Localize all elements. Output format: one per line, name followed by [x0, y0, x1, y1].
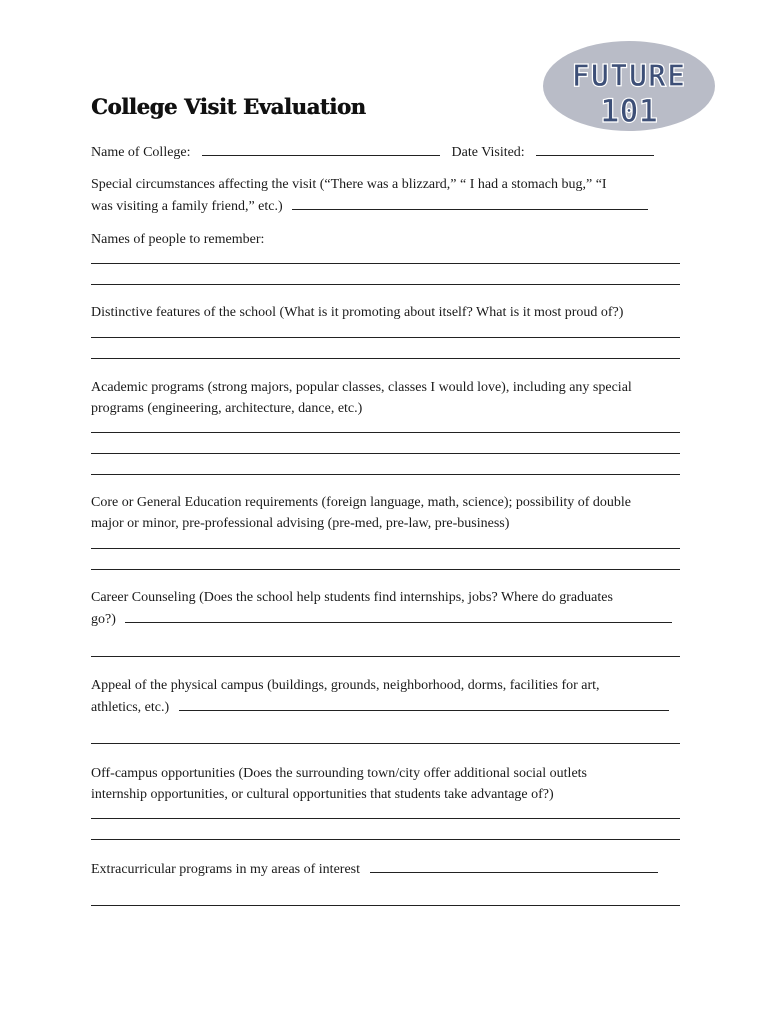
- logo-text-future: FUTURE: [571, 59, 687, 94]
- date-visited-label: Date Visited:: [451, 145, 525, 160]
- distinctive-features-label: Distinctive features of the school (What is it promoting about itself? What is it most proud of?): [91, 305, 624, 320]
- core-answer-line-2[interactable]: [91, 569, 680, 570]
- future-101-logo: [542, 40, 716, 132]
- names-answer-line-1[interactable]: [91, 263, 680, 264]
- page-title: College Visit Evaluation: [91, 94, 366, 119]
- core-requirements-line1: Core or General Education requirements (foreign language, math, science); possibility of double: [91, 495, 631, 510]
- extracurricular-answer-line-1[interactable]: [91, 905, 680, 906]
- campus-appeal-field[interactable]: [179, 696, 669, 711]
- career-counseling-line1: Career Counseling (Does the school help students find internships, jobs? Where do graduates: [91, 590, 613, 605]
- campus-appeal-line1: Appeal of the physical campus (buildings, grounds, neighborhood, dorms, facilities for art,: [91, 678, 600, 693]
- special-circumstances-label: was visiting a family friend,” etc.): [91, 199, 283, 214]
- college-date-row: [91, 141, 654, 163]
- names-to-remember-label: Names of people to remember:: [91, 232, 265, 247]
- off-campus-line2: internship opportunities, or cultural opportunities that students take advantage of?): [91, 787, 554, 802]
- off-campus-answer-line-1[interactable]: [91, 818, 680, 819]
- special-circumstances-field[interactable]: [292, 195, 648, 210]
- career-counseling-field[interactable]: [125, 608, 672, 623]
- academic-programs-line2: programs (engineering, architecture, dance, etc.): [91, 401, 363, 416]
- campus-appeal-line2: [91, 696, 669, 718]
- special-circumstances-line1: Special circumstances affecting the visit (“There was a blizzard,” “ I had a stomach bug,” “I: [91, 177, 607, 192]
- extracurricular-label: Extracurricular programs in my areas of interest: [91, 862, 361, 877]
- date-visited-field[interactable]: [536, 141, 654, 156]
- academic-answer-line-1[interactable]: [91, 432, 680, 433]
- core-requirements-line2: major or minor, pre-professional advising (pre-med, pre-law, pre-business): [91, 516, 510, 531]
- name-of-college-label: Name of College:: [91, 145, 191, 160]
- distinctive-answer-line-1[interactable]: [91, 337, 680, 338]
- core-answer-line-1[interactable]: [91, 548, 680, 549]
- academic-programs-line1: Academic programs (strong majors, popular classes, classes I would love), including any special: [91, 380, 632, 395]
- career-answer-line-1[interactable]: [91, 656, 680, 657]
- career-counseling-line2: [91, 608, 672, 630]
- distinctive-answer-line-2[interactable]: [91, 358, 680, 359]
- names-answer-line-2[interactable]: [91, 284, 680, 285]
- off-campus-line1: Off-campus opportunities (Does the surrounding town/city offer additional social outlets: [91, 766, 587, 781]
- extracurricular-field[interactable]: [370, 858, 658, 873]
- career-counseling-label: go?): [91, 612, 116, 627]
- name-of-college-field[interactable]: [202, 141, 440, 156]
- extracurricular-row: [91, 858, 658, 880]
- academic-answer-line-2[interactable]: [91, 453, 680, 454]
- campus-appeal-answer-line-1[interactable]: [91, 743, 680, 744]
- campus-appeal-label: athletics, etc.): [91, 700, 170, 715]
- academic-answer-line-3[interactable]: [91, 474, 680, 475]
- logo-text-101: 101: [600, 92, 658, 130]
- special-circumstances-line2: [91, 195, 648, 217]
- off-campus-answer-line-2[interactable]: [91, 839, 680, 840]
